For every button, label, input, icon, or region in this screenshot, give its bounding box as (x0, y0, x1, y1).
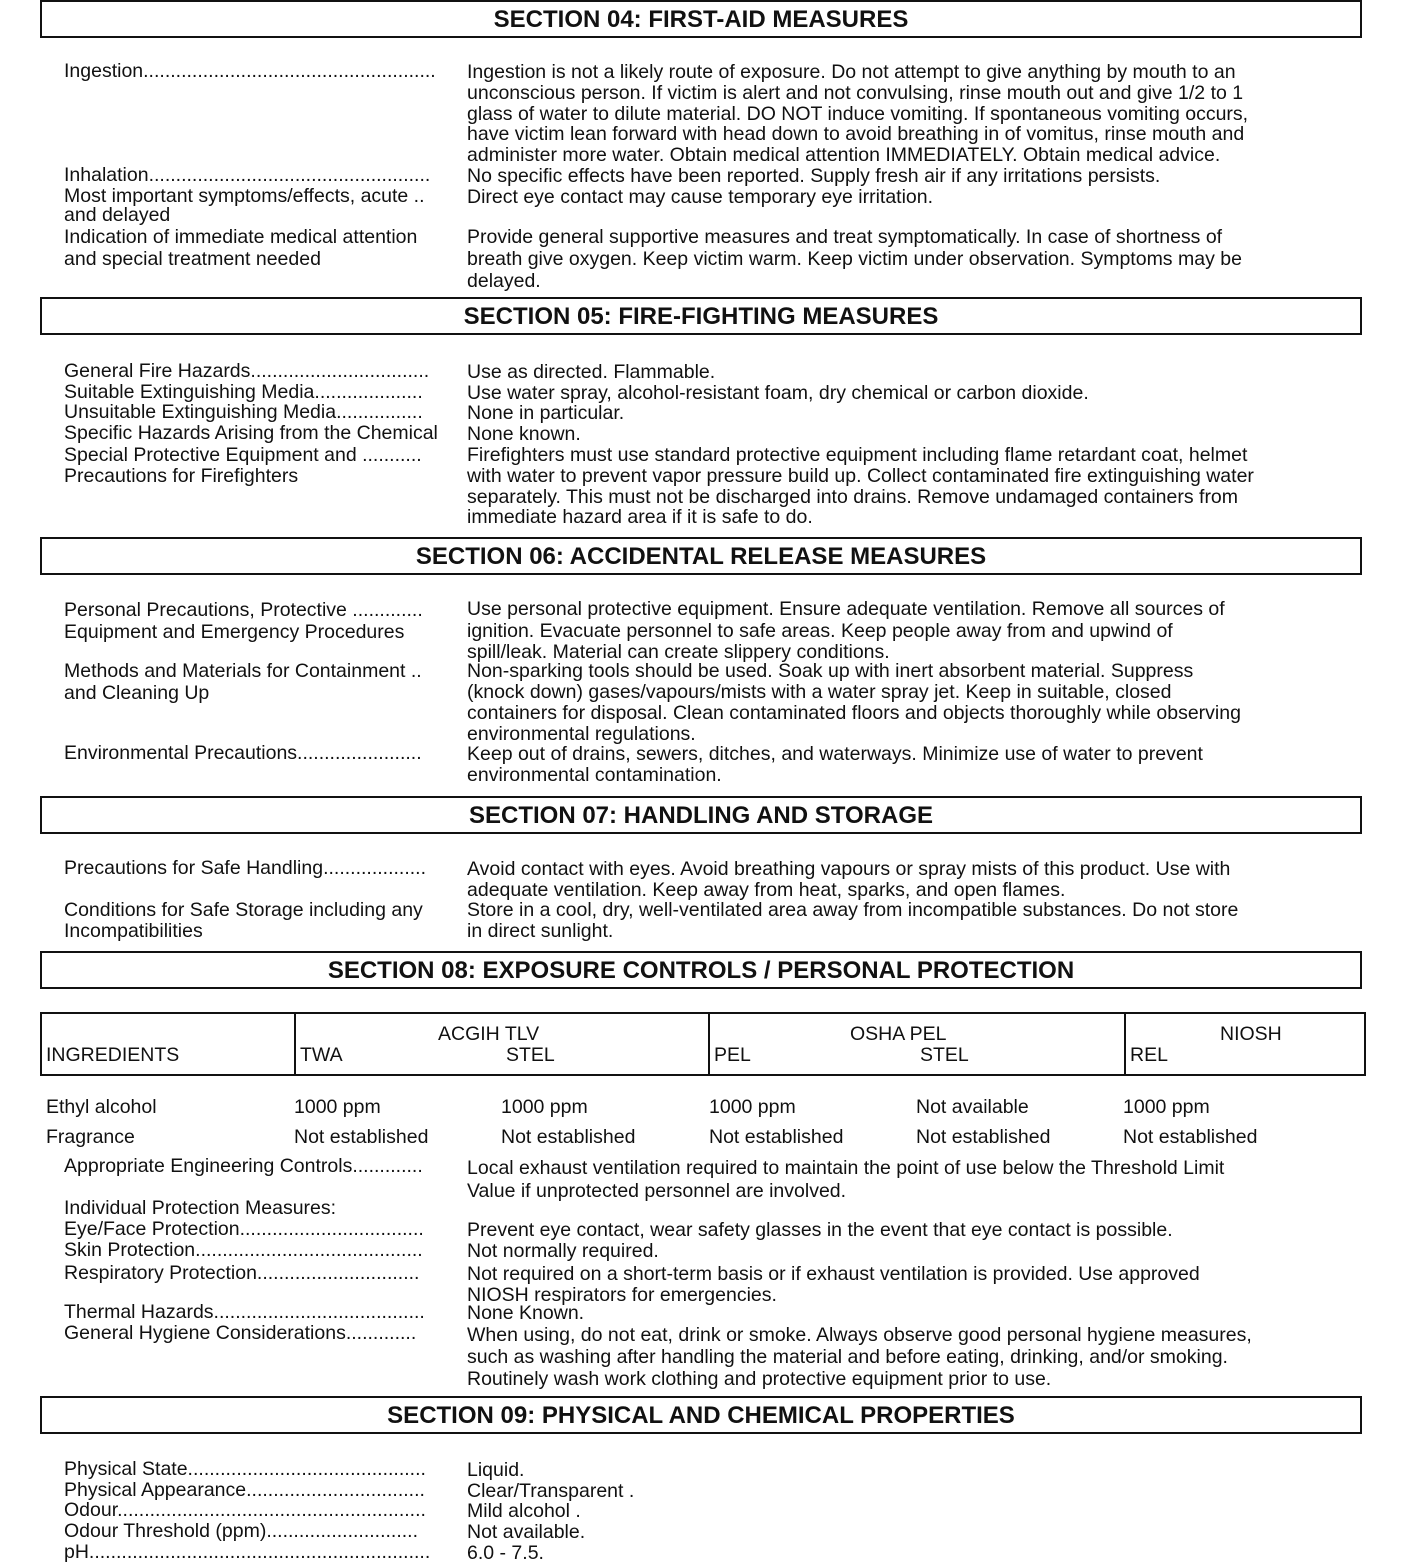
table-divider (708, 1014, 710, 1074)
sec08-skin-value: Not normally required. (467, 1240, 659, 1262)
sec08-respiratory-value: Not required on a short-term basis or if exhaust ventilation is provided. Use approved NIOSH respirators for emergencies. (467, 1263, 1200, 1306)
ingredient-pel: 1000 ppm (709, 1096, 796, 1118)
sec09-state-label: Physical State............................................ (64, 1460, 426, 1479)
section-05-header: SECTION 05: FIRE-FIGHTING MEASURES (40, 297, 1362, 335)
sec08-thermal-label: Thermal Hazards....................................... (64, 1303, 425, 1322)
sec09-odour-threshold-value: Not available. (467, 1521, 586, 1543)
section-06-header: SECTION 06: ACCIDENTAL RELEASE MEASURES (40, 537, 1362, 575)
acgih-tlv-heading: ACGIH TLV (438, 1023, 540, 1045)
sec08-eye-value: Prevent eye contact, wear safety glasses in the event that eye contact is possible. (467, 1219, 1173, 1241)
sec08-respiratory-label: Respiratory Protection.............................. (64, 1264, 420, 1283)
ingredient-name: Fragrance (46, 1126, 135, 1148)
niosh-heading: NIOSH (1220, 1023, 1282, 1045)
sec09-appearance-label: Physical Appearance................................. (64, 1481, 425, 1500)
sec09-odour-value: Mild alcohol . (467, 1500, 581, 1522)
sec05-unsuitable-label: Unsuitable Extinguishing Media................ (64, 403, 423, 422)
osha-stel-column-header: STEL (920, 1044, 969, 1066)
sec07-handling-value: Avoid contact with eyes. Avoid breathing vapours or spray mists of this product. Use with adequate ventilation. Keep away from heat, sparks, and open flames. (467, 858, 1231, 901)
table-divider (1124, 1014, 1126, 1074)
sec09-state-value: Liquid. (467, 1459, 525, 1481)
sec05-specific-value: None known. (467, 423, 581, 445)
ingredient-rel: 1000 ppm (1123, 1096, 1210, 1118)
sec08-skin-label: Skin Protection.......................................... (64, 1241, 423, 1260)
section-09-header: SECTION 09: PHYSICAL AND CHEMICAL PROPERTIES (40, 1396, 1362, 1434)
ingredient-stel: 1000 ppm (501, 1096, 588, 1118)
sec09-odour-threshold-label: Odour Threshold (ppm)............................ (64, 1522, 419, 1541)
sec06-containment-label: Methods and Materials for Containment .. and Cleaning Up (64, 661, 422, 704)
sec09-ph-value: 6.0 - 7.5. (467, 1542, 544, 1564)
ingredient-twa: Not established (294, 1126, 429, 1148)
sec05-protective-value: Firefighters must use standard protective equipment including flame retardant coat, helmet with water to prevent vapor pressure build up. Collect contaminated fire extinguishing water separately. This must not be discharged into drains. Remove undamaged containers from immediate hazard area if it is safe to do. (467, 444, 1254, 529)
sec07-storage-label: Conditions for Safe Storage including any Incompatibilities (64, 900, 423, 942)
exposure-table-header (40, 1012, 1366, 1076)
sec04-inhalation-value: No specific effects have been reported. Supply fresh air if any irritations persists. (467, 165, 1161, 187)
sec08-hygiene-value: When using, do not eat, drink or smoke. Always observe good personal hygiene measures, such as washing after handling the material and before eating, drinking, and/or smoking. Routinely wash work clothing and protective equipment prior to use. (467, 1324, 1252, 1390)
sec05-protective-label: Special Protective Equipment and ........... Precautions for Firefighters (64, 445, 422, 487)
sec06-environmental-label: Environmental Precautions....................... (64, 744, 422, 763)
sec04-symptoms-label: Most important symptoms/effects, acute .. and delayed (64, 187, 425, 225)
sec07-handling-label: Precautions for Safe Handling................... (64, 859, 427, 878)
sec08-individual-label: Individual Protection Measures: (64, 1199, 337, 1218)
ingredient-osha-stel: Not established (916, 1126, 1051, 1148)
sec06-environmental-value: Keep out of drains, sewers, ditches, and waterways. Minimize use of water to prevent environmental contamination. (467, 743, 1203, 786)
rel-column-header: REL (1130, 1044, 1168, 1066)
section-08-header: SECTION 08: EXPOSURE CONTROLS / PERSONAL PROTECTION (40, 951, 1362, 989)
sec08-eye-label: Eye/Face Protection.................................. (64, 1220, 424, 1239)
sec05-specific-label: Specific Hazards Arising from the Chemical (64, 424, 438, 443)
sec07-storage-value: Store in a cool, dry, well-ventilated area away from incompatible substances. Do not store in direct sunlight. (467, 899, 1239, 942)
sec09-odour-label: Odour......................................................... (64, 1501, 426, 1520)
sec04-ingestion-label: Ingestion...................................................... (64, 62, 436, 81)
section-04-header: SECTION 04: FIRST-AID MEASURES (40, 0, 1362, 38)
sec06-personal-value: Use personal protective equipment. Ensure adequate ventilation. Remove all sources of ignition. Evacuate personnel to safe areas. Keep people away from and upwind of spill/leak. Material can create slippery conditions. (467, 598, 1225, 663)
sec08-hygiene-label: General Hygiene Considerations............. (64, 1324, 417, 1343)
stel-column-header: STEL (506, 1044, 555, 1066)
ingredient-osha-stel: Not available (916, 1096, 1029, 1118)
sec05-suitable-value: Use water spray, alcohol-resistant foam, dry chemical or carbon dioxide. (467, 382, 1089, 404)
ingredient-pel: Not established (709, 1126, 844, 1148)
sec05-general-value: Use as directed. Flammable. (467, 361, 716, 383)
ingredient-rel: Not established (1123, 1126, 1258, 1148)
table-divider (294, 1014, 296, 1074)
sec04-symptoms-value: Direct eye contact may cause temporary eye irritation. (467, 186, 934, 208)
sec05-suitable-label: Suitable Extinguishing Media.................... (64, 383, 423, 402)
sec05-unsuitable-value: None in particular. (467, 402, 625, 424)
pel-column-header: PEL (714, 1044, 751, 1066)
sec06-containment-value: Non-sparking tools should be used. Soak up with inert absorbent material. Suppress (knock down) gases/vapours/mists with a water spray jet. Keep in suitable, closed containers for disposal. Clean contaminated floors and objects thoroughly while observing environmental regulations. (467, 660, 1241, 745)
ingredient-twa: 1000 ppm (294, 1096, 381, 1118)
twa-column-header: TWA (300, 1044, 343, 1066)
ingredients-column-header: INGREDIENTS (46, 1044, 180, 1066)
osha-pel-heading: OSHA PEL (850, 1023, 947, 1045)
section-07-header: SECTION 07: HANDLING AND STORAGE (40, 796, 1362, 834)
sec05-general-label: General Fire Hazards................................. (64, 362, 430, 381)
sec04-inhalation-label: Inhalation.................................................... (64, 166, 431, 185)
sec04-ingestion-value: Ingestion is not a likely route of exposure. Do not attempt to give anything by mouth to an unconscious person. If victim is alert and not convulsing, rinse mouth out and give 1/2 to 1 glass of water to dilute material. DO NOT induce vomiting. If spontaneous vomiting occurs, have victim lean forward with head down to avoid breathing in of vomitus, rinse mouth and administer more water. Obtain medical attention IMMEDIATELY. Obtain medical advice. (467, 61, 1249, 167)
sec08-engineering-value: Local exhaust ventilation required to maintain the point of use below the Threshold Limit Value if unprotected personnel are involved. (467, 1157, 1225, 1202)
sec09-ph-label: pH............................................................... (64, 1543, 431, 1562)
sec09-appearance-value: Clear/Transparent . (467, 1480, 635, 1502)
sec04-medical-label: Indication of immediate medical attention and special treatment needed (64, 226, 418, 270)
ingredient-name: Ethyl alcohol (46, 1096, 157, 1118)
sec08-thermal-value: None Known. (467, 1302, 585, 1324)
sec06-personal-label: Personal Precautions, Protective ............. Equipment and Emergency Procedures (64, 599, 423, 643)
ingredient-stel: Not established (501, 1126, 636, 1148)
sec04-medical-value: Provide general supportive measures and treat symptomatically. In case of shortness of breath give oxygen. Keep victim warm. Keep victim under observation. Symptoms may be delayed. (467, 226, 1242, 292)
sec08-engineering-label: Appropriate Engineering Controls............. (64, 1157, 423, 1176)
